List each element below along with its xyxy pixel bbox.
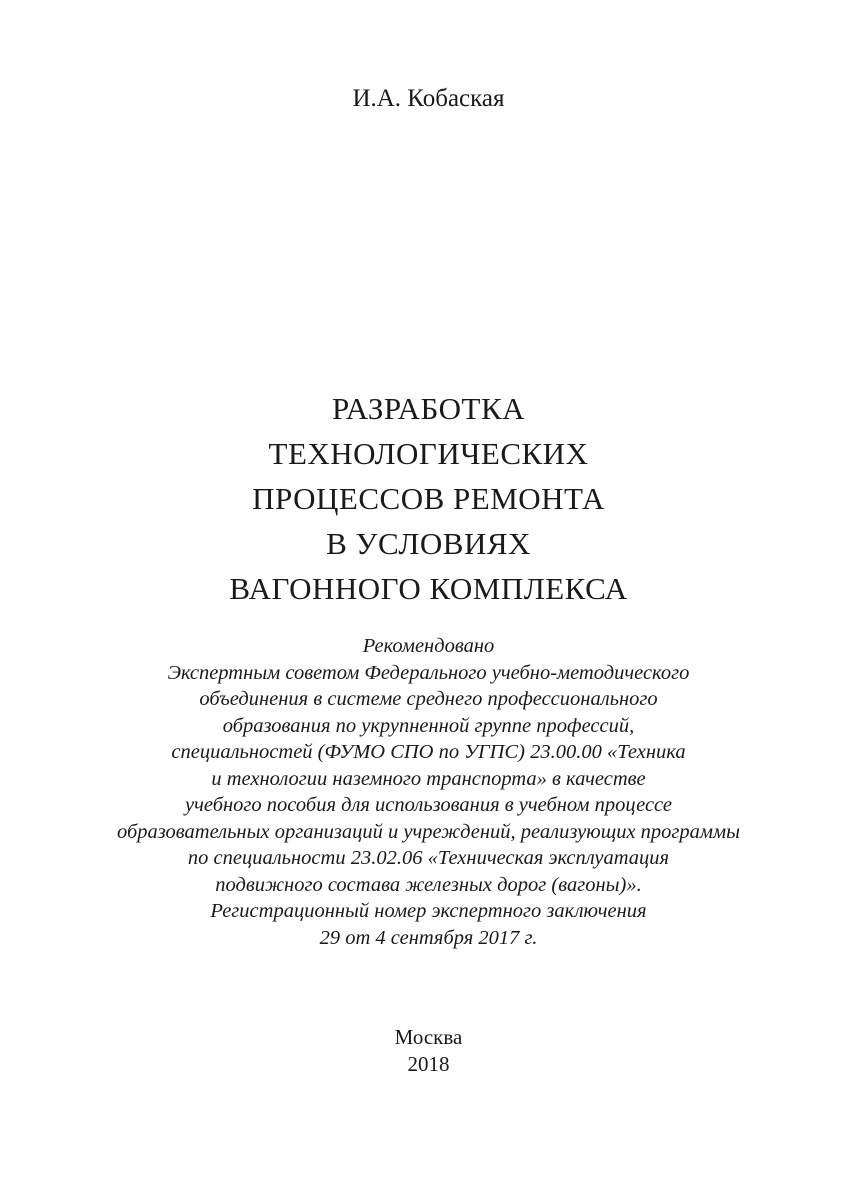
imprint — [0, 1024, 857, 1078]
recommendation-line: образования по укрупненной группе профессий, — [222, 714, 635, 737]
recommendation-line: учебного пособия для использования в учебном процессе — [185, 794, 672, 816]
recommendation-line: по специальности 23.02.06 «Техническая эксплуатация — [187, 847, 670, 869]
title-line: РАЗРАБОТКА — [331, 391, 526, 426]
recommendation-line: Регистрационный номер экспертного заключения — [210, 900, 647, 922]
recommendation-line: Экспертным советом Федерального учебно-методического — [167, 661, 690, 684]
recommendation-line: и технологии наземного транспорта» в качестве — [211, 767, 646, 790]
publication-year: 2018 — [407, 1052, 450, 1076]
recommendation-line: подвижного состава железных дорог (вагоны)». — [215, 873, 642, 896]
recommendation-block — [40, 633, 817, 951]
title-line: ТЕХНОЛОГИЧЕСКИХ — [268, 436, 589, 471]
publication-city: Москва — [394, 1025, 463, 1049]
title-line: ВАГОННОГО КОМПЛЕКСА — [229, 571, 628, 606]
recommendation-line: образовательных организаций и учреждений, реализующих программы — [117, 820, 740, 843]
book-title — [0, 386, 857, 611]
title-line: ПРОЦЕССОВ РЕМОНТА — [252, 481, 605, 516]
recommendation-line: Рекомендовано — [362, 635, 495, 657]
recommendation-line: 29 от 4 сентября 2017 г. — [319, 926, 538, 949]
author-name: И.А. Кобаская — [352, 85, 505, 112]
recommendation-line: специальностей (ФУМО СПО по УГПС) 23.00.00 «Техника — [171, 741, 686, 763]
recommendation-line: объединения в системе среднего профессионального — [199, 688, 658, 710]
title-line: В УСЛОВИЯХ — [326, 526, 531, 561]
